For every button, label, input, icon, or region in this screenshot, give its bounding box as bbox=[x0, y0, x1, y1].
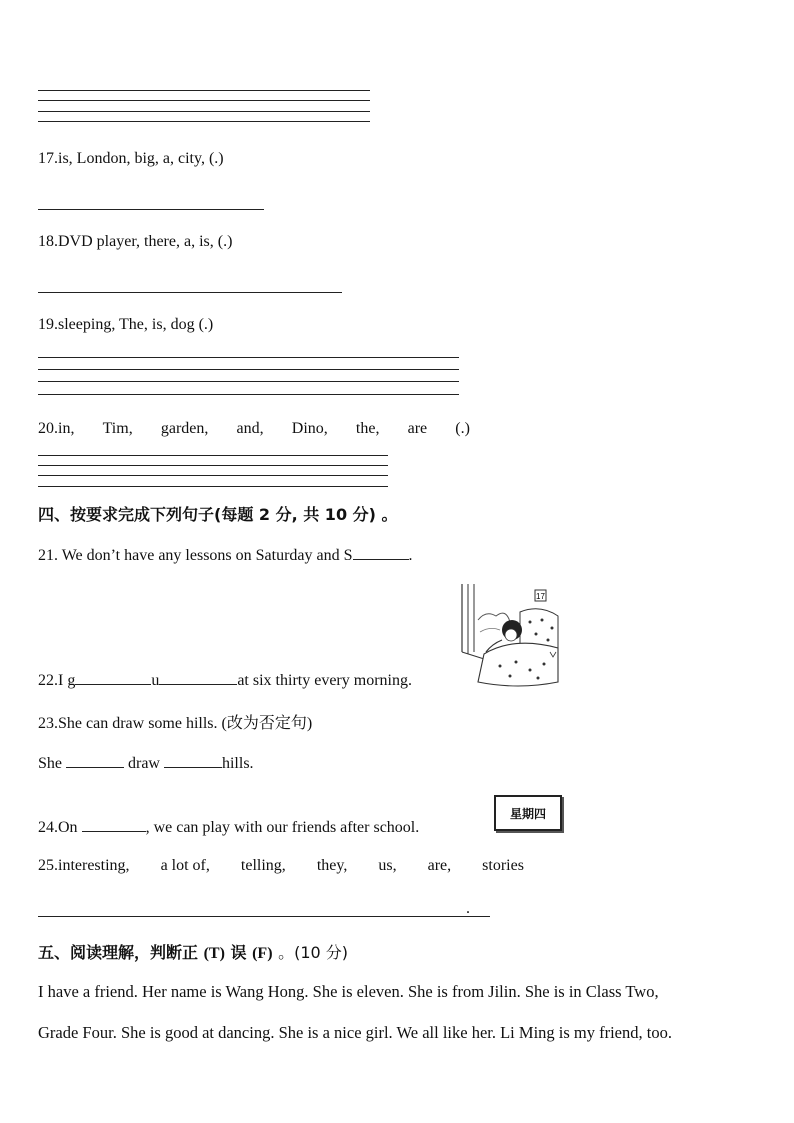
word: telling, bbox=[240, 857, 286, 874]
question-22-text-a: 22.I g bbox=[38, 672, 76, 689]
blank-24[interactable] bbox=[82, 817, 146, 832]
question-24-text-a: 24.On bbox=[38, 819, 78, 836]
question-17: 17.is, London, big, a, city, (.) bbox=[38, 150, 224, 167]
section-5-heading-b: 误 bbox=[230, 943, 247, 962]
girl-waking-in-bed-image bbox=[460, 582, 560, 687]
answer-line-18[interactable] bbox=[38, 292, 342, 293]
answer-23-word-a: She bbox=[38, 755, 62, 772]
question-23: 23.She can draw some hills. (改为否定句) bbox=[38, 715, 313, 732]
word: garden, bbox=[160, 420, 209, 437]
word: Tim, bbox=[102, 420, 133, 437]
question-18: 18.DVD player, there, a, is, (.) bbox=[38, 233, 233, 250]
section-4-heading: 四、按要求完成下列句子(每题 2 分, 共 10 分) 。 bbox=[38, 505, 398, 524]
question-24-text-b: , we can play with our friends after school. bbox=[145, 819, 420, 836]
question-19: 19.sleeping, The, is, dog (.) bbox=[38, 316, 214, 333]
question-21-text: 21. We don’t have any lessons on Saturday and S bbox=[38, 547, 353, 564]
answer-line-25[interactable] bbox=[38, 916, 490, 917]
word: and, bbox=[236, 420, 264, 437]
word: they, bbox=[316, 857, 348, 874]
word: 20.in, bbox=[38, 420, 75, 437]
word: are bbox=[407, 420, 428, 437]
answer-23 bbox=[38, 753, 254, 773]
question-25 bbox=[38, 857, 524, 875]
blank-23b[interactable] bbox=[164, 753, 222, 768]
blank-22b[interactable] bbox=[159, 670, 237, 685]
word: us, bbox=[378, 857, 397, 874]
question-22-text-b: u bbox=[151, 672, 160, 689]
section-5-heading bbox=[38, 940, 348, 963]
question-21 bbox=[38, 545, 413, 565]
question-20 bbox=[38, 420, 470, 438]
section-5-heading-t: (T) bbox=[203, 945, 225, 962]
illustration-badge: 17 bbox=[536, 592, 545, 601]
question-22 bbox=[38, 670, 412, 690]
answer-25-period: . bbox=[466, 900, 470, 917]
section-5-heading-c: 。(10 分) bbox=[278, 943, 349, 962]
blank-23a[interactable] bbox=[66, 753, 124, 768]
section-5-heading-a: 五、阅读理解，判断正 bbox=[38, 943, 199, 962]
weekday-box: 星期四 bbox=[494, 795, 562, 831]
question-21-end: . bbox=[408, 547, 413, 564]
word: the, bbox=[355, 420, 380, 437]
word: a lot of, bbox=[160, 857, 210, 874]
blank-21[interactable] bbox=[353, 545, 409, 560]
word: (.) bbox=[455, 420, 470, 437]
word: Dino, bbox=[291, 420, 328, 437]
word: are, bbox=[427, 857, 452, 874]
answer-23-word-c: hills. bbox=[221, 755, 254, 772]
answer-23-word-b: draw bbox=[128, 755, 160, 772]
passage-line-1: I have a friend. Her name is Wang Hong. She is eleven. She is from Jilin. She is in Class Two, bbox=[38, 982, 659, 1001]
blank-22a[interactable] bbox=[75, 670, 151, 685]
question-22-text-c: at six thirty every morning. bbox=[237, 672, 412, 689]
word: 25.interesting, bbox=[38, 857, 130, 874]
question-24 bbox=[38, 817, 419, 837]
word: stories bbox=[482, 857, 524, 874]
answer-line-17[interactable] bbox=[38, 209, 264, 210]
section-5-heading-f: (F) bbox=[252, 945, 273, 962]
passage-line-2: Grade Four. She is good at dancing. She is a nice girl. We all like her. Li Ming is my friend, too. bbox=[38, 1023, 672, 1042]
